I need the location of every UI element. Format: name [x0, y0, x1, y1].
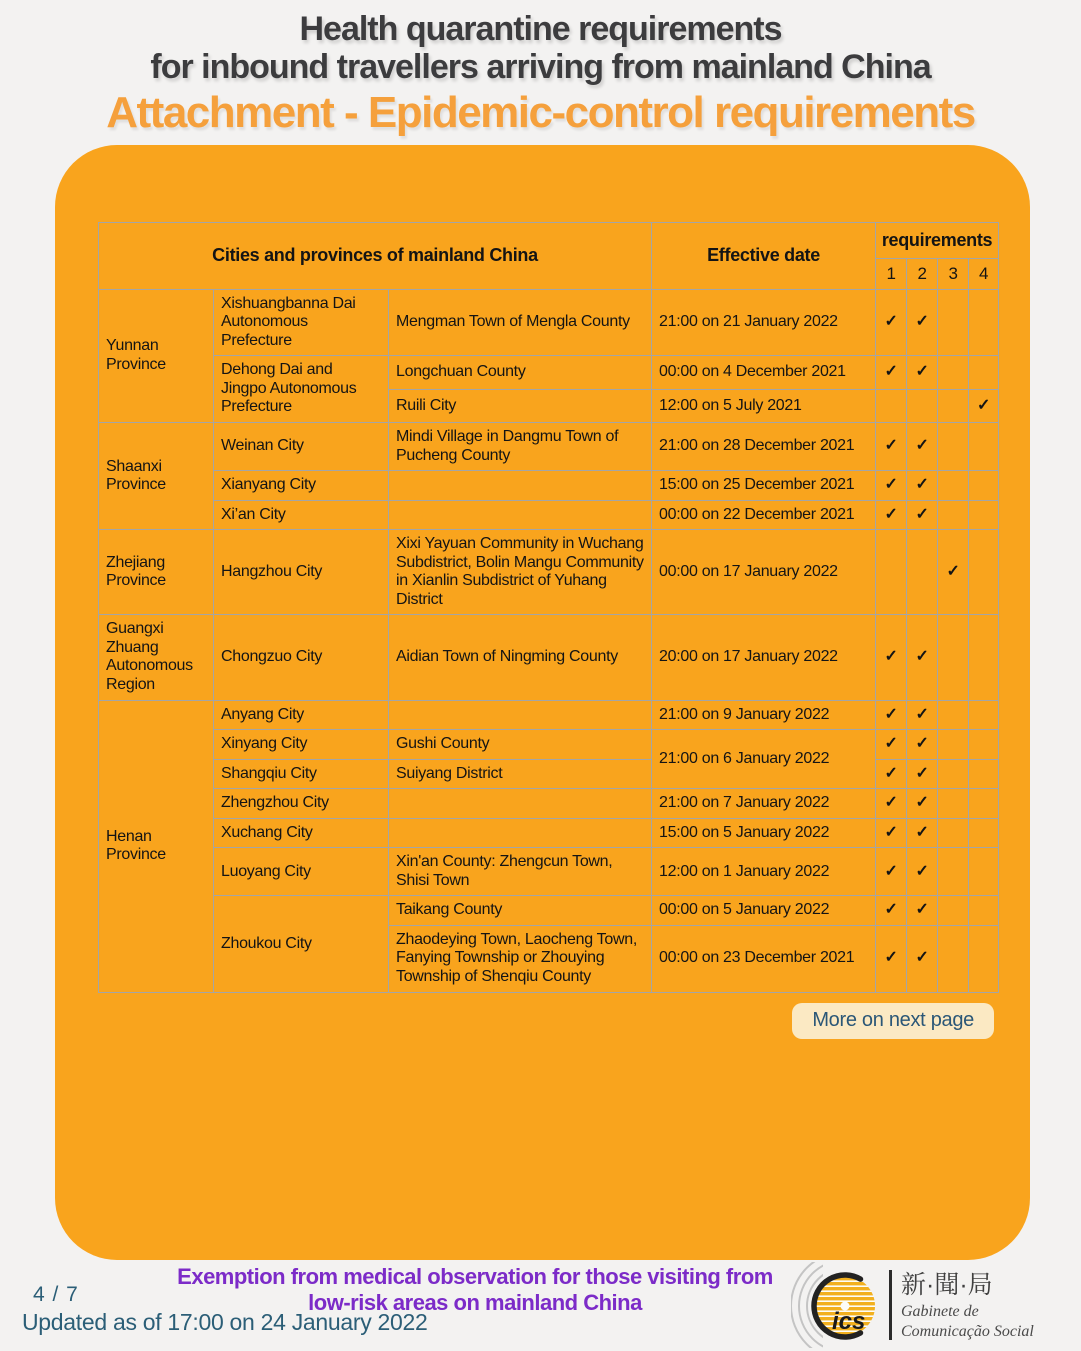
- table-row: [99, 471, 999, 501]
- requirement-check-cell: ✓: [907, 848, 938, 896]
- table-row: [99, 789, 999, 819]
- requirement-check-cell: [938, 896, 969, 926]
- exemption-note: [150, 1264, 800, 1316]
- requirement-check-cell: [938, 700, 969, 730]
- gcs-disc-icon: [814, 1275, 875, 1337]
- city-cell: Weinan City: [214, 423, 389, 471]
- requirement-check-cell: ✓: [907, 471, 938, 501]
- area-cell: Mindi Village in Dangmu Town of Pucheng County: [389, 423, 652, 471]
- requirements-table: [98, 222, 999, 993]
- requirement-check-cell: [938, 389, 969, 422]
- requirement-check-cell: ✓: [907, 730, 938, 760]
- area-cell: [389, 818, 652, 848]
- requirement-check-cell: ✓: [907, 700, 938, 730]
- date-cell: 21:00 on 21 January 2022: [652, 289, 876, 356]
- area-cell: Taikang County: [389, 896, 652, 926]
- requirement-check-cell: [969, 471, 999, 501]
- requirement-check-cell: [969, 818, 999, 848]
- requirement-check-cell: ✓: [876, 789, 907, 819]
- requirement-check-cell: ✓: [907, 500, 938, 530]
- requirement-2-header: 2: [907, 259, 938, 290]
- table-header: [99, 223, 999, 290]
- requirement-check-cell: [969, 500, 999, 530]
- table-row: [99, 730, 999, 760]
- requirement-check-cell: ✓: [876, 500, 907, 530]
- requirement-check-cell: [876, 530, 907, 615]
- requirement-check-cell: ✓: [876, 848, 907, 896]
- cities-provinces-header: Cities and provinces of mainland China: [99, 223, 652, 290]
- requirement-check-cell: [969, 530, 999, 615]
- date-cell: 00:00 on 4 December 2021: [652, 356, 876, 389]
- area-cell: Xin'an County: Zhengcun Town, Shisi Town: [389, 848, 652, 896]
- area-cell: [389, 471, 652, 501]
- requirement-check-cell: ✓: [907, 615, 938, 700]
- city-cell: Zhoukou City: [214, 896, 389, 992]
- effective-date-header: Effective date: [652, 223, 876, 290]
- area-cell: Mengman Town of Mengla County: [389, 289, 652, 356]
- city-cell: Dehong Dai and Jingpo Autonomous Prefecture: [214, 356, 389, 423]
- gcs-logo: [791, 1262, 1041, 1351]
- area-cell: Gushi County: [389, 730, 652, 760]
- city-cell: Xinyang City: [214, 730, 389, 760]
- city-cell: Hangzhou City: [214, 530, 389, 615]
- area-cell: [389, 789, 652, 819]
- date-cell: 21:00 on 6 January 2022: [652, 730, 876, 789]
- province-cell: Guangxi Zhuang Autonomous Region: [99, 615, 214, 700]
- date-cell: 00:00 on 17 January 2022: [652, 530, 876, 615]
- requirement-check-cell: ✓: [907, 759, 938, 789]
- city-cell: Xianyang City: [214, 471, 389, 501]
- page-title-line2: for inbound travellers arriving from mainland China: [150, 48, 931, 87]
- requirement-check-cell: ✓: [907, 818, 938, 848]
- requirement-check-cell: [969, 848, 999, 896]
- requirement-check-cell: [969, 730, 999, 760]
- page-number: 4 / 7: [33, 1283, 79, 1306]
- area-cell: Ruili City: [389, 389, 652, 422]
- requirement-3-header: 3: [938, 259, 969, 290]
- area-cell: Suiyang District: [389, 759, 652, 789]
- requirement-check-cell: ✓: [907, 289, 938, 356]
- table-row: [99, 500, 999, 530]
- requirement-check-cell: ✓: [876, 896, 907, 926]
- province-cell: Henan Province: [99, 700, 214, 992]
- table-body: [99, 289, 999, 992]
- date-cell: 12:00 on 1 January 2022: [652, 848, 876, 896]
- logo-chinese-name: 新·聞·局: [901, 1271, 993, 1299]
- requirement-check-cell: [969, 789, 999, 819]
- province-cell: Shaanxi Province: [99, 423, 214, 530]
- table-row: [99, 423, 999, 471]
- area-cell: Longchuan County: [389, 356, 652, 389]
- page-header: [0, 10, 1081, 138]
- province-cell: Zhejiang Province: [99, 530, 214, 615]
- requirement-check-cell: [969, 759, 999, 789]
- requirement-check-cell: [938, 789, 969, 819]
- requirement-check-cell: ✓: [876, 730, 907, 760]
- requirement-check-cell: [969, 289, 999, 356]
- requirement-check-cell: [876, 389, 907, 422]
- requirement-check-cell: ✓: [876, 471, 907, 501]
- table-row: [99, 896, 999, 926]
- requirement-check-cell: [907, 389, 938, 422]
- table-row: [99, 615, 999, 700]
- requirement-check-cell: ✓: [876, 356, 907, 389]
- requirement-check-cell: ✓: [876, 759, 907, 789]
- requirement-check-cell: [938, 615, 969, 700]
- requirement-check-cell: ✓: [938, 530, 969, 615]
- updated-timestamp: Updated as of 17:00 on 24 January 2022: [22, 1309, 428, 1335]
- date-cell: 21:00 on 28 December 2021: [652, 423, 876, 471]
- requirement-check-cell: [938, 356, 969, 389]
- requirement-1-header: 1: [876, 259, 907, 290]
- table-row: [99, 530, 999, 615]
- requirement-check-cell: ✓: [876, 289, 907, 356]
- date-cell: 21:00 on 9 January 2022: [652, 700, 876, 730]
- logo-org-line1: Gabinete de: [901, 1303, 979, 1320]
- requirement-check-cell: ✓: [907, 356, 938, 389]
- city-cell: Luoyang City: [214, 848, 389, 896]
- area-cell: Zhaodeying Town, Laocheng Town, Fanying Township or Zhouying Township of Shenqiu County: [389, 925, 652, 992]
- logo-divider: [889, 1270, 892, 1340]
- requirement-check-cell: [938, 818, 969, 848]
- date-cell: 12:00 on 5 July 2021: [652, 389, 876, 422]
- requirement-check-cell: ✓: [876, 423, 907, 471]
- requirement-check-cell: [969, 423, 999, 471]
- exemption-note-line2: low-risk areas on mainland China: [308, 1289, 642, 1315]
- city-cell: Xuchang City: [214, 818, 389, 848]
- requirement-4-header: 4: [969, 259, 999, 290]
- requirement-check-cell: ✓: [876, 925, 907, 992]
- exemption-note-line1: Exemption from medical observation for those visiting from: [177, 1264, 773, 1289]
- requirement-check-cell: [969, 615, 999, 700]
- area-cell: [389, 700, 652, 730]
- requirement-check-cell: [938, 759, 969, 789]
- attachment-subtitle: Attachment - Epidemic-control requirements: [106, 88, 975, 138]
- city-cell: Xishuangbanna Dai Autonomous Prefecture: [214, 289, 389, 356]
- gcs-acronym: ics: [832, 1308, 866, 1335]
- content-panel: [55, 145, 1030, 1260]
- area-cell: [389, 500, 652, 530]
- requirement-check-cell: [969, 356, 999, 389]
- requirement-check-cell: [938, 730, 969, 760]
- date-cell: 15:00 on 25 December 2021: [652, 471, 876, 501]
- requirement-check-cell: ✓: [969, 389, 999, 422]
- table-row: [99, 289, 999, 356]
- requirement-check-cell: [938, 471, 969, 501]
- date-cell: 00:00 on 22 December 2021: [652, 500, 876, 530]
- city-cell: Chongzuo City: [214, 615, 389, 700]
- date-cell: 00:00 on 5 January 2022: [652, 896, 876, 926]
- table-row: [99, 818, 999, 848]
- gcs-logo-graphic: [791, 1262, 1041, 1348]
- table-row: [99, 848, 999, 896]
- city-cell: Xi’an City: [214, 500, 389, 530]
- area-cell: Xixi Yayuan Community in Wuchang Subdistrict, Bolin Mangu Community in Xianlin Subdistrict of Yuhang District: [389, 530, 652, 615]
- requirement-check-cell: ✓: [876, 700, 907, 730]
- table-header-row: [99, 223, 999, 259]
- city-cell: Shangqiu City: [214, 759, 389, 789]
- area-cell: Aidian Town of Ningming County: [389, 615, 652, 700]
- requirement-check-cell: [969, 925, 999, 992]
- requirement-check-cell: [907, 530, 938, 615]
- date-cell: 21:00 on 7 January 2022: [652, 789, 876, 819]
- province-cell: Yunnan Province: [99, 289, 214, 422]
- requirement-check-cell: ✓: [907, 789, 938, 819]
- city-cell: Zhengzhou City: [214, 789, 389, 819]
- requirement-check-cell: [938, 848, 969, 896]
- requirement-check-cell: [969, 896, 999, 926]
- more-on-next-page-button[interactable]: More on next page: [792, 1003, 994, 1039]
- requirement-check-cell: ✓: [907, 925, 938, 992]
- requirement-check-cell: ✓: [907, 896, 938, 926]
- logo-org-line2: Comunicação Social: [901, 1323, 1034, 1340]
- requirement-check-cell: ✓: [907, 423, 938, 471]
- requirement-check-cell: [938, 925, 969, 992]
- requirement-check-cell: ✓: [876, 615, 907, 700]
- city-cell: Anyang City: [214, 700, 389, 730]
- page-footer: [0, 1262, 1081, 1351]
- page-title-line1: Health quarantine requirements: [299, 10, 782, 48]
- requirement-check-cell: [938, 289, 969, 356]
- table-row: [99, 700, 999, 730]
- date-cell: 00:00 on 23 December 2021: [652, 925, 876, 992]
- requirement-check-cell: ✓: [876, 818, 907, 848]
- requirements-header: requirements: [876, 223, 999, 259]
- table-row: [99, 356, 999, 389]
- requirement-check-cell: [938, 423, 969, 471]
- date-cell: 15:00 on 5 January 2022: [652, 818, 876, 848]
- requirement-check-cell: [938, 500, 969, 530]
- date-cell: 20:00 on 17 January 2022: [652, 615, 876, 700]
- requirement-check-cell: [969, 700, 999, 730]
